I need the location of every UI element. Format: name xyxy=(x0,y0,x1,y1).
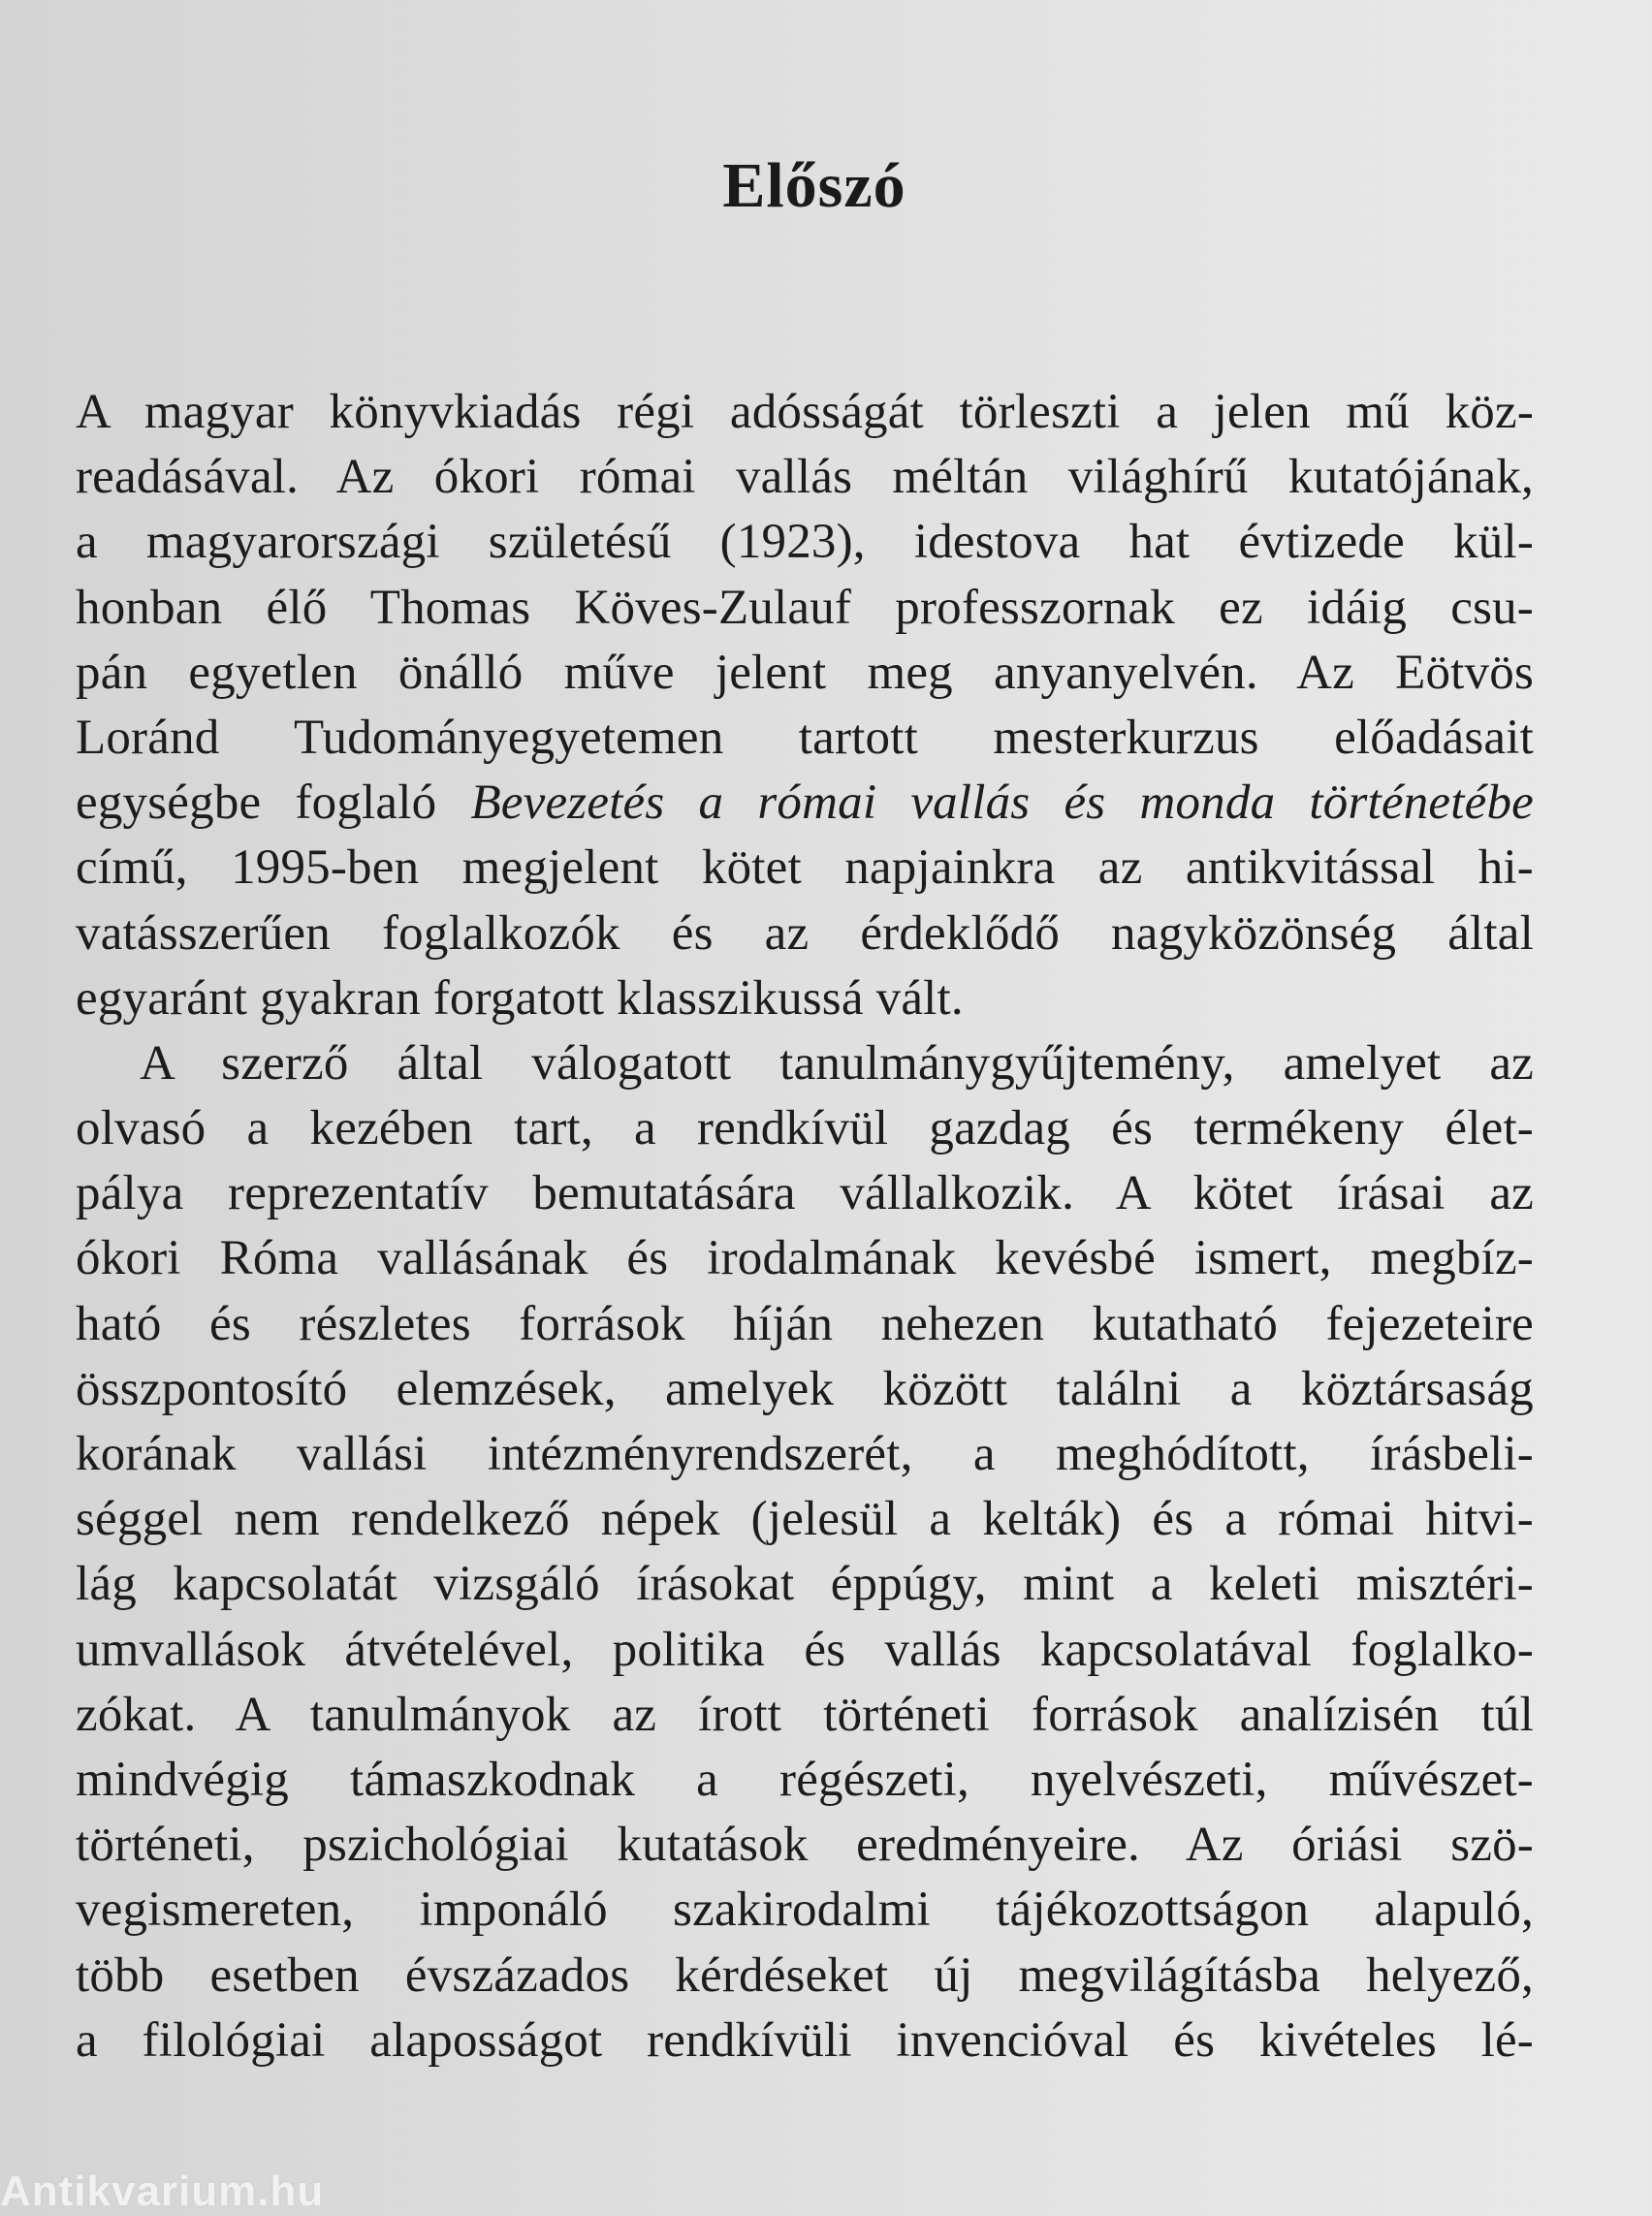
book-title-italic: Bevezetés a római vallás és monda történetébe xyxy=(470,776,1534,831)
text-line: egyaránt gyakran forgatott klasszikussá vált. xyxy=(76,970,964,1026)
text-line: ható és részletes források híján nehezen kutatható fejezeteire xyxy=(76,1296,1534,1351)
text-line: vatásszerűen foglalkozók és az érdeklődő nagyközönség által xyxy=(76,905,1534,961)
text-line-with-book-title xyxy=(76,771,1534,836)
text-line: mindvégig támaszkodnak a régészeti, nyelvészeti, művészet- xyxy=(76,1752,1534,1807)
text-line: történeti, pszichológiai kutatások eredményeire. Az óriási szö- xyxy=(76,1818,1534,1873)
text-line: korának vallási intézményrendszerét, a meghódított, írásbeli- xyxy=(76,1427,1534,1481)
text-line: zókat. A tanulmányok az írott történeti források analízisén túl xyxy=(76,1687,1534,1742)
text-line: A szerző által válogatott tanulmánygyűjtemény, amelyet az xyxy=(140,1035,1534,1091)
body-text xyxy=(76,380,1534,2074)
paragraph-1 xyxy=(76,380,1534,1031)
text-line: a filológiai alaposságot rendkívüli invencióval és kivételes lé- xyxy=(76,2012,1534,2068)
text-line: pán egyetlen önálló műve jelent meg anyanyelvén. Az Eötvös xyxy=(76,645,1534,700)
text-line: lág kapcsolatát vizsgáló írásokat éppúgy, mint a keleti misztéri- xyxy=(76,1557,1534,1612)
text-line: ókori Róma vallásának és irodalmának kevésbé ismert, megbíz- xyxy=(76,1231,1534,1286)
text-line: Loránd Tudományegyetemen tartott mesterkurzus előadásait xyxy=(76,710,1534,765)
text-line: című, 1995-ben megjelent kötet napjainkra az antikvitással hi- xyxy=(76,840,1534,896)
text-line: több esetben évszázados kérdéseket új megvilágításba helyező, xyxy=(76,1947,1534,2003)
text-line: a magyarországi születésű (1923), idestova hat évtizede kül- xyxy=(76,515,1534,570)
text-line: readásával. Az ókori római vallás méltán világhírű kutatójának, xyxy=(76,450,1534,505)
text-line: honban élő Thomas Köves-Zulauf professzornak ez idáig csu- xyxy=(76,580,1534,635)
paragraph-2 xyxy=(76,1031,1534,2074)
text-line: vegismereten, imponáló szakirodalmi tájékozottságon alapuló, xyxy=(76,1883,1534,1938)
page-title: Előszó xyxy=(722,150,906,222)
watermark: Antikvarium.hu xyxy=(0,2168,325,2215)
text-line: pálya reprezentatív bemutatására vállalkozik. A kötet írásai az xyxy=(76,1166,1534,1221)
text-fragment: egységbe foglaló xyxy=(76,776,471,831)
text-line: olvasó a kezében tart, a rendkívül gazdag és termékeny élet- xyxy=(76,1101,1534,1156)
text-line: séggel nem rendelkező népek (jelesül a kelták) és a római hitvi- xyxy=(76,1492,1534,1547)
text-line: umvallások átvételével, politika és vallás kapcsolatával foglalko- xyxy=(76,1622,1534,1677)
text-line: A magyar könyvkiadás régi adósságát törleszti a jelen mű köz- xyxy=(76,385,1534,439)
text-line: összpontosító elemzések, amelyek között találni a köztársaság xyxy=(76,1361,1534,1416)
